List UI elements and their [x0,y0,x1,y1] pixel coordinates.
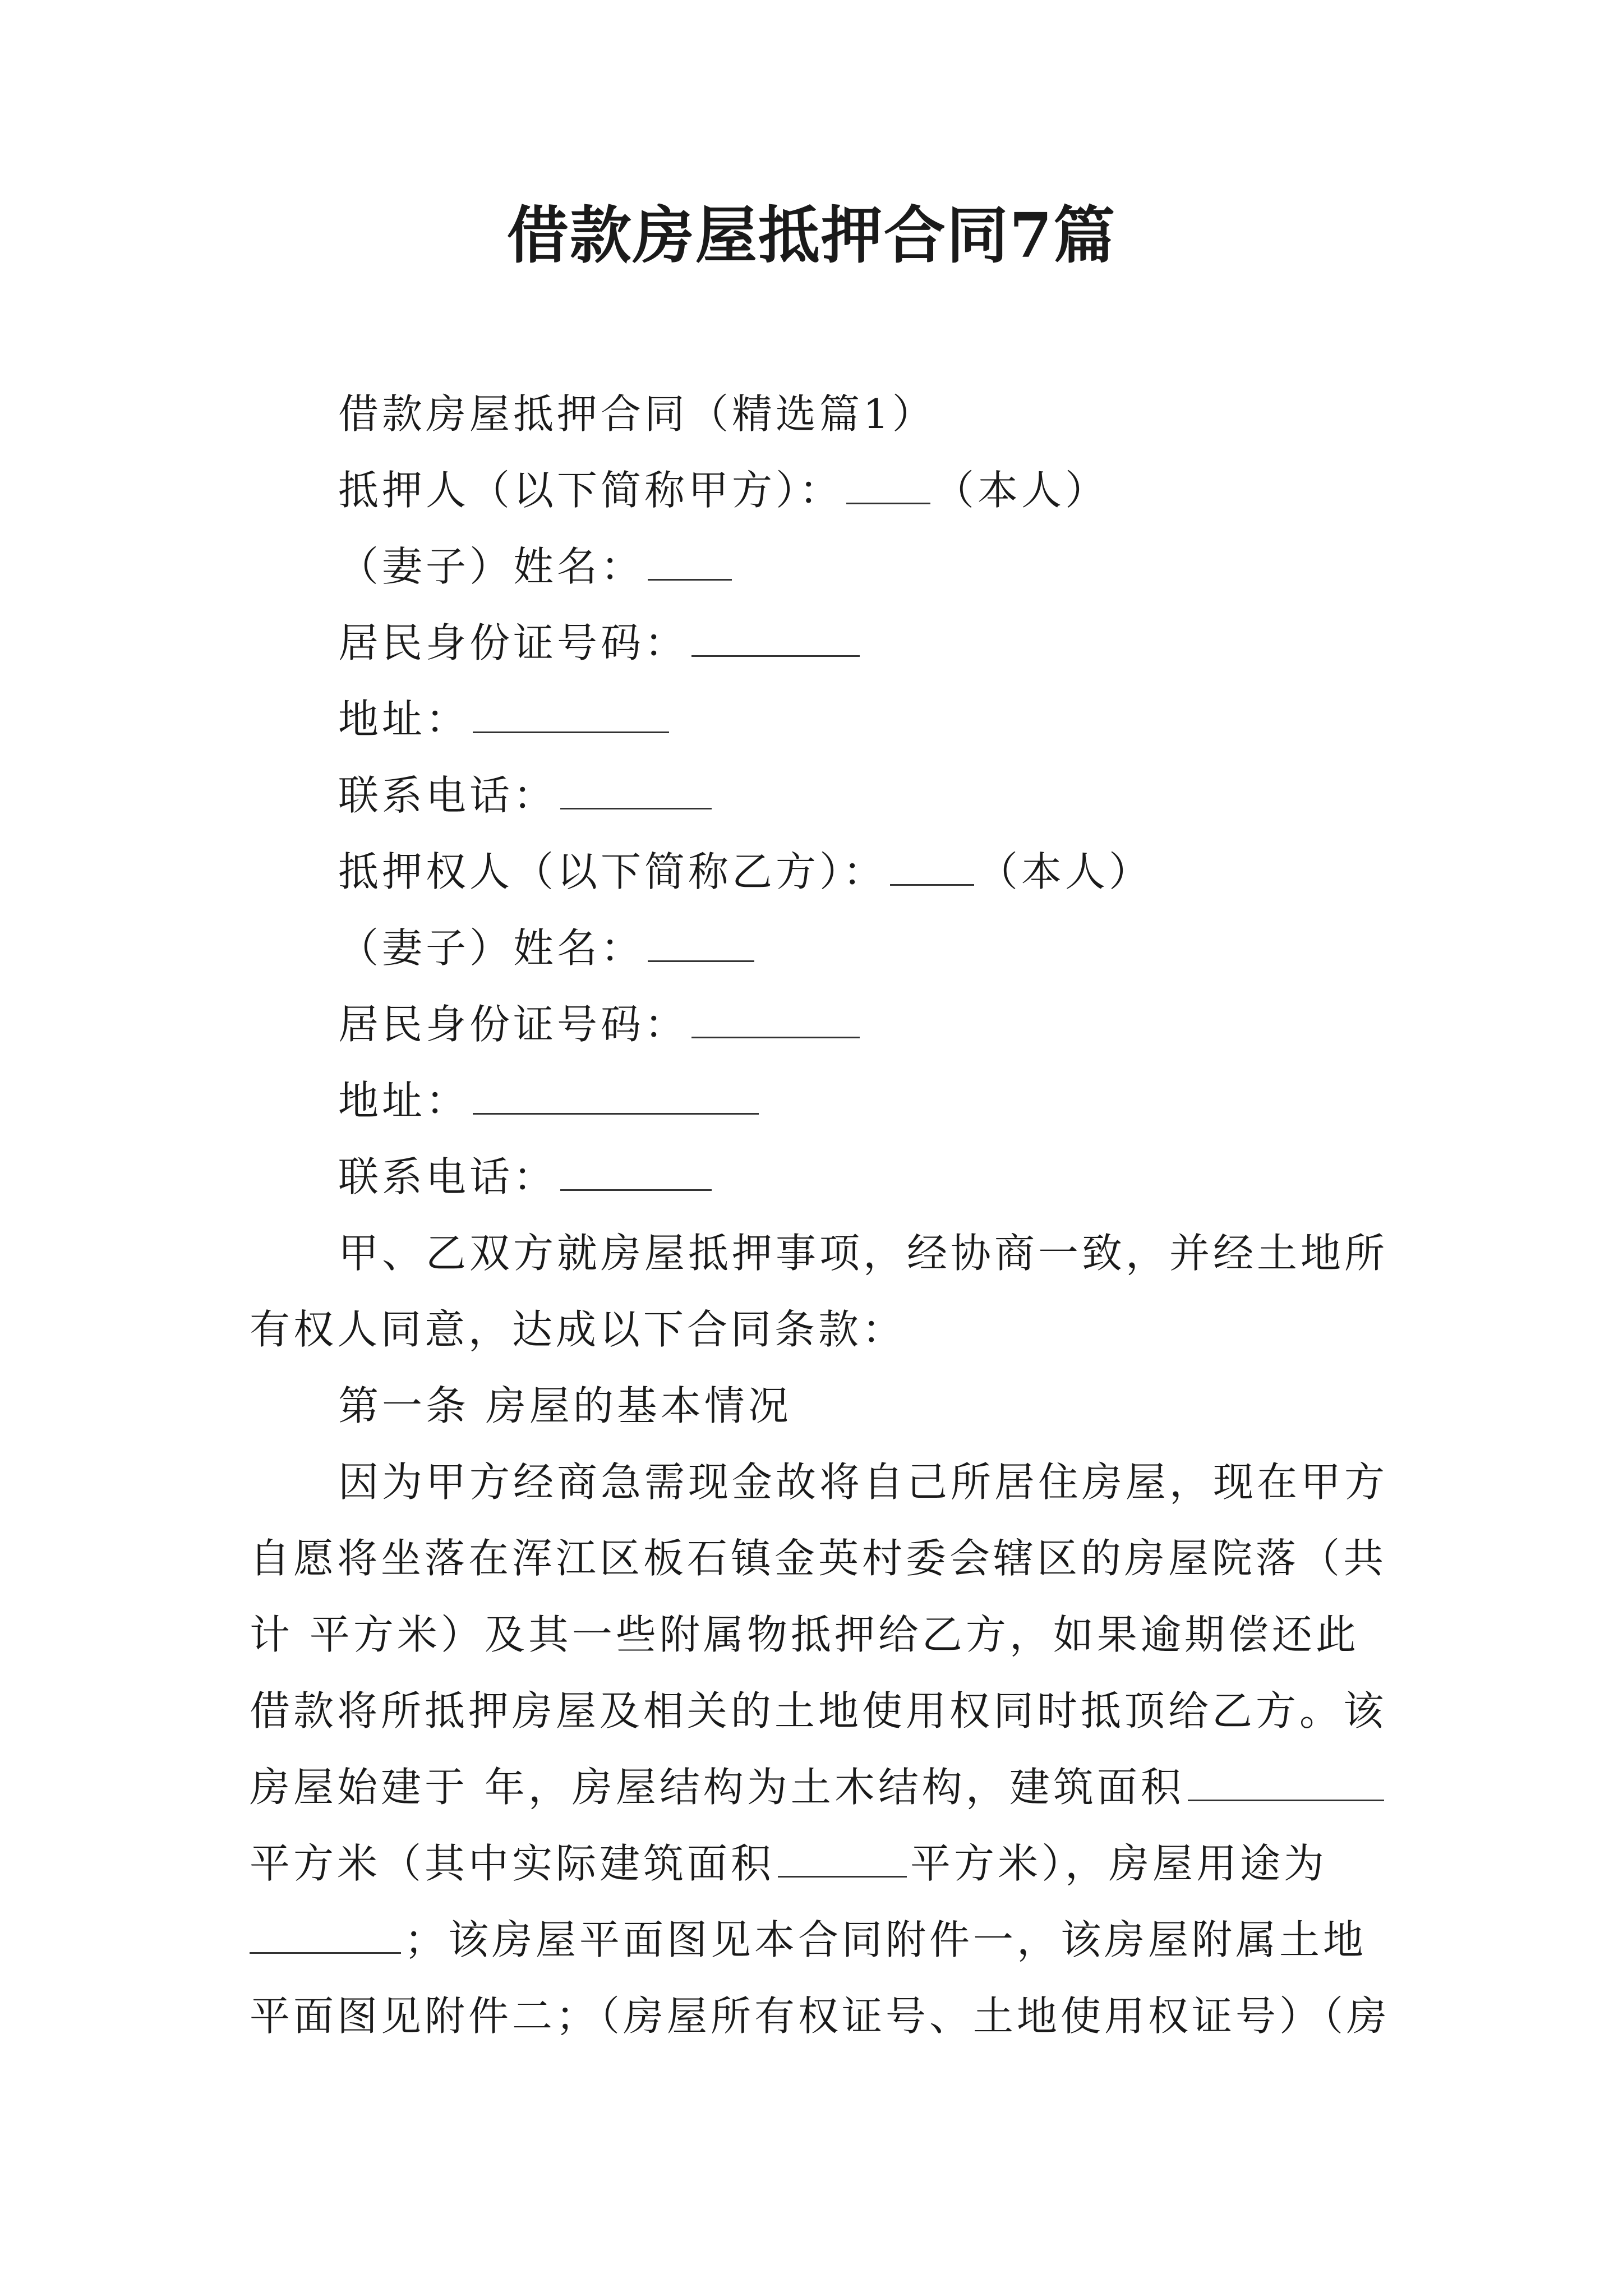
id-number-label: 居民身份证号码： [338,1001,689,1048]
article-1-line-4: 借款将所抵押房屋及相关的土地使用权同时抵顶给乙方。该 [250,1687,1387,1734]
usage-blank [250,1916,401,1954]
section-heading: 借款房屋抵押合同（精选篇1） [338,390,936,438]
mortgagor-line [250,452,1382,528]
article-1-heading: 第一条 房屋的基本情况 [338,1382,792,1429]
mortgagee-phone-line [250,1139,1382,1215]
phone-label: 联系电话： [338,772,557,819]
floor-plan-text: ；该房屋平面图见本合同附件一，该房屋附属土地 [404,1916,1367,1963]
agreement-paragraph-line-1: 甲、乙双方就房屋抵押事项，经协商一致，并经土地所 [338,1230,1389,1277]
document-title: 借款房屋抵押合同7篇 [506,199,1117,272]
id-number-label: 居民身份证号码： [338,619,689,666]
spouse-name-label: （妻子）姓名： [338,543,645,590]
mortgagee-name-blank [890,848,974,886]
mortgagor-id-line [250,605,1382,681]
mortgagee-id-line [250,986,1382,1062]
article-1-line-3: 计 平方米）及其一些附属物抵押给乙方，如果逾期偿还此 [250,1611,1359,1658]
agreement-paragraph-line-2: 有权人同意，达成以下合同条款： [250,1306,906,1353]
mortgagor-label: 抵押人（以下简称甲方）： [338,467,843,514]
phone-blank [560,772,712,809]
spouse-name-blank [648,543,732,581]
mortgagor-address-line [250,681,1382,757]
build-year-text: 房屋始建于 年，房屋结构为土木结构，建筑面积 [250,1764,1184,1811]
actual-area-label: 平方米（其中实际建筑面积 [250,1840,775,1887]
mortgagee-spouse-line [250,910,1382,986]
article-1-line-1: 因为甲方经商急需现金故将自己所居住房屋，现在甲方 [338,1458,1389,1506]
id-number-blank [691,1001,860,1038]
mortgagee-line [250,834,1382,910]
mortgagee-self-label: （本人） [978,848,1153,895]
phone-label: 联系电话： [338,1153,557,1200]
usage-label: 平方米），房屋用途为 [910,1840,1328,1887]
mortgagor-spouse-line [250,528,1382,605]
article-1-line-6 [250,1825,1382,1902]
address-label: 地址： [338,1077,470,1124]
article-1-line-7 [250,1902,1382,1978]
article-1-line-8: 平面图见附件二；（房屋所有权证号、土地使用权证号）（房 [250,1993,1391,2040]
actual-area-blank [778,1840,907,1878]
article-1-line-2: 自愿将坐落在浑江区板石镇金英村委会辖区的房屋院落（共 [250,1535,1387,1582]
document-body [250,376,1391,2054]
address-label: 地址： [338,696,470,743]
id-number-blank [691,619,860,657]
spouse-name-label: （妻子）姓名： [338,924,645,972]
mortgagor-phone-line [250,757,1382,834]
mortgagor-name-blank [846,467,930,504]
article-1-line-5 [250,1749,1382,1825]
mortgagor-self-label: （本人） [934,467,1109,514]
phone-blank [560,1153,712,1191]
mortgagee-address-line [250,1062,1382,1139]
address-blank [473,1077,759,1115]
address-blank [473,696,669,733]
spouse-name-blank [648,924,754,962]
building-area-blank [1188,1764,1384,1801]
mortgagee-label: 抵押权人（以下简称乙方）： [338,848,887,895]
